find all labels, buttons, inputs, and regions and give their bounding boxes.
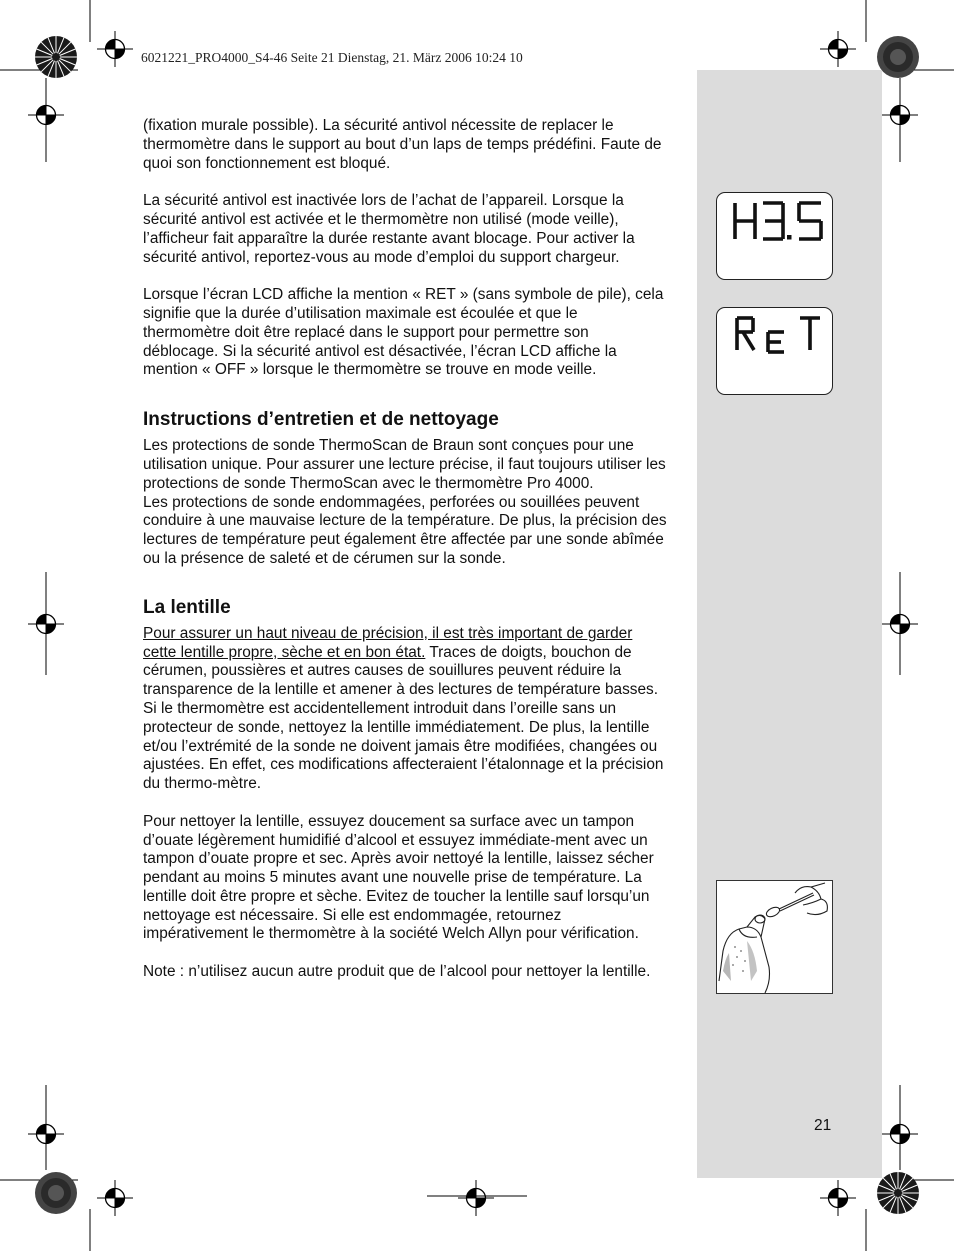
underlined-text: Pour assurer un haut niveau de précision, il est très important de garder cette lentille propre, sèche et en bon état. — [143, 624, 633, 661]
paragraph: Note : n’utilisez aucun autre produit que de l’alcool pour nettoyer la lentille. — [143, 963, 651, 981]
heading-lens: La lentille — [143, 596, 231, 618]
paragraph: Les protections de sonde ThermoScan de Braun sont conçues pour une utilisation unique. Pour assurer une lecture précise, il faut toujours utiliser les protections de sonde ThermoScan avec le thermomètre Pro 4000. — [143, 437, 666, 492]
paragraph: (fixation murale possible). La sécurité antivol nécessite de replacer le thermomètre dans le support au bout d’un laps de temps prédéfini. Faute de quoi son fonctionnement est bloqué. — [143, 117, 662, 172]
thermometer-cotton-swab-icon — [717, 881, 832, 993]
lcd-segments-ret — [717, 308, 832, 394]
print-header: 6021221_PRO4000_S4-46 Seite 21 Dienstag, 21. März 2006 10:24 10 — [141, 50, 523, 65]
paragraph: La sécurité antivol est inactivée lors de l’achat de l’appareil. Lorsque la sécurité antivol est activée et le thermomètre non utilisé (mode veille), l’afficheur fait apparaître la durée restante avant blocage. Pour activer la sécurité antivol, reportez-vous au mode d’emploi du support chargeur. — [143, 192, 635, 266]
lcd-display-h35 — [716, 192, 833, 280]
heading-care: Instructions d’entretien et de nettoyage — [143, 409, 499, 431]
lcd-display-ret — [716, 307, 833, 395]
lcd-segments-h35 — [717, 193, 832, 279]
paragraph — [143, 625, 667, 794]
paragraph: Les protections de sonde endommagées, perforées ou souillées peuvent conduire à une mauvaise lecture de la température. De plus, la précision des lectures de température peut également être affectée par une sonde abîmée ou la présence de saleté et de cérumen sur la sonde. — [143, 493, 667, 567]
paragraph: Lorsque l’écran LCD affiche la mention « RET » (sans symbole de pile), cela signifie que la durée d’utilisation maximale est écoulée et que le thermomètre doit être replacé dans le support pour permettre son déblocage. Si la sécurité antivol est désactivée, l’écran LCD affiche la mention « OFF » lorsque le thermomètre se trouve en mode veille. — [143, 286, 664, 379]
paragraph-text: Traces de doigts, bouchon de cérumen, poussières et autres causes de souillures peuvent réduire la transparence de la lentille et amener à des lectures de température basses. Si le thermomètre est accidentellement introduit dans l’oreille sans un protecteur de sonde, nettoyez la lentille immédiatement. De plus, la lentille et/ou l’extrémité de la sonde ne doivent jamais être modifiées, changées ou ajustées. En effet, ces modifications affecteraient l’étalonnage et la précision du thermo-mètre. — [143, 643, 664, 793]
paragraph: Pour nettoyer la lentille, essuyez doucement sa surface avec un tampon d’ouate légèrement humidifié d’alcool et essuyez immédiate-ment avec un tampon d’ouate propre et sec. Après avoir nettoyé la lentille, laissez sécher pendant au moins 5 minutes avant une nouvelle prise de température. La lentille doit être propre et sèche. Evitez de toucher la lentille sauf lorsqu’un nettoyage est nécessaire. Si elle est endommagée, retournez impérativement le thermomètre à la société Welch Allyn pour vérification. — [143, 812, 654, 943]
page-number: 21 — [814, 1117, 832, 1134]
lens-cleaning-illustration — [716, 880, 833, 994]
main-text — [143, 117, 667, 982]
